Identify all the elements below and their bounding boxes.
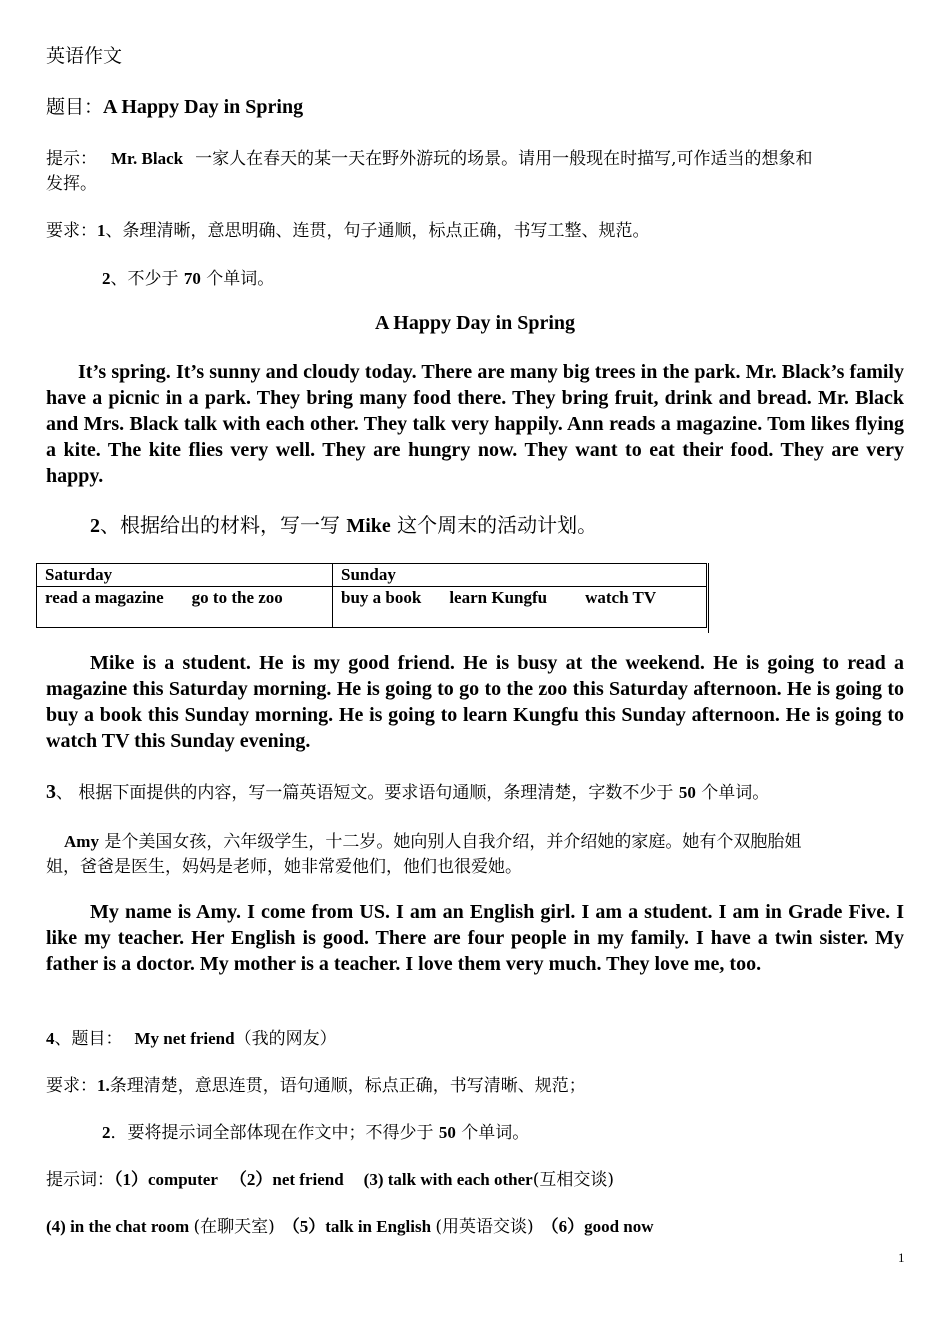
sunday-activity-2: learn Kungfu bbox=[449, 588, 548, 607]
essay3-info-line2: 姐，爸爸是医生，妈妈是老师，她非常爱他们，他们也很爱她。 bbox=[46, 857, 522, 877]
document-heading: 英语作文 bbox=[46, 45, 123, 67]
essay3-info-name: Amy bbox=[64, 832, 99, 851]
essay4-req2-text-a: ．要将提示词全部体现在作文中；不得少于 bbox=[110, 1123, 439, 1143]
essay2-prompt-a: 、根据给出的材料，写一写 bbox=[100, 513, 347, 537]
essay4-hint5-cn: (用英语交谈) bbox=[435, 1217, 534, 1237]
essay4-req2-line bbox=[102, 1122, 529, 1144]
essay1-essay-text: It’s spring. It’s sunny and cloudy today. There are many big trees in the park. Mr. Black’s family have a picnic in a park. They bring many food there. They bring fruit, drink and bread. Mr. Black and Mrs. Black talk with each other. They talk very happily. Ann reads a magazine. Tom likes flying a kite. The kite flies very well. They are hungry now. They want to eat their food. They are very happy. bbox=[46, 361, 904, 487]
essay1-hint-name: Mr. Black bbox=[111, 149, 184, 168]
essay4-hint6: （6）good now bbox=[541, 1217, 654, 1236]
essay4-req1-line bbox=[46, 1075, 586, 1097]
essay3-prompt-a: 、 根据下面提供的内容，写一篇英语短文。要求语句通顺，条理清楚，字数不少于 bbox=[56, 783, 679, 803]
essay4-hints-label: 提示词： bbox=[46, 1170, 114, 1190]
essay1-req1-num: 1 bbox=[97, 221, 106, 240]
essay1-title: A Happy Day in Spring bbox=[103, 96, 304, 118]
essay4-title: My net friend bbox=[134, 1029, 235, 1048]
essay2-prompt bbox=[90, 512, 597, 539]
essay1-req2-text-a: 、不少于 bbox=[110, 269, 184, 289]
essay4-req1-num: 1. bbox=[97, 1076, 110, 1095]
essay4-hint5: （5）talk in English bbox=[282, 1217, 436, 1236]
essay1-req2-count: 70 bbox=[183, 269, 201, 288]
table-header-row bbox=[37, 564, 707, 587]
essay2-num: 2 bbox=[90, 515, 100, 537]
table-cell-sunday bbox=[333, 587, 707, 628]
essay4-req1-text: 条理清楚，意思连贯，语句通顺，标点正确，书写清晰、规范； bbox=[109, 1076, 586, 1096]
essay3-num: 3 bbox=[46, 781, 56, 803]
saturday-activity-2: go to the zoo bbox=[191, 588, 283, 607]
essay2-prompt-name: Mike bbox=[346, 515, 391, 537]
essay1-req2-num: 2 bbox=[102, 269, 111, 288]
essay2-prompt-b: 这个周末的活动计划。 bbox=[390, 513, 598, 537]
essay4-hints-line2 bbox=[46, 1216, 654, 1238]
table-header-saturday: Saturday bbox=[37, 564, 333, 587]
table-header-sunday: Sunday bbox=[333, 564, 707, 587]
essay4-req-label: 要求： bbox=[46, 1076, 97, 1096]
weekend-plan-table bbox=[36, 563, 707, 628]
essay4-hint2: （2）net friend bbox=[229, 1170, 344, 1189]
page-number: 1 bbox=[898, 1250, 905, 1265]
essay1-req1-line bbox=[46, 220, 650, 242]
essay1-hint-line bbox=[46, 148, 813, 170]
essay4-hint3-cn: (互相交谈) bbox=[532, 1170, 614, 1190]
table-outer-border bbox=[708, 563, 709, 633]
essay1-hint-text: 一家人在春天的某一天在野外游玩的场景。请用一般现在时描写,可作适当的想象和 bbox=[195, 149, 813, 169]
table-row bbox=[37, 587, 707, 628]
essay4-num: 4 bbox=[46, 1029, 55, 1048]
essay4-title-cn: （我的网友） bbox=[234, 1029, 337, 1049]
essay3-prompt-b: 个单词。 bbox=[695, 783, 770, 803]
essay4-title-label: 、题目： bbox=[54, 1029, 123, 1049]
essay2-essay-text: Mike is a student. He is my good friend. He is busy at the weekend. He is going to read a magazine this Saturday morning. He is going to go to the zoo this Saturday afternoon. He is going to buy a book this Sunday morning. He is going to learn Kungfu this Sunday afternoon. He is going to watch TV this Sunday evening. bbox=[46, 652, 904, 752]
essay4-req2-num: 2 bbox=[102, 1123, 111, 1142]
essay1-title-line bbox=[46, 96, 303, 118]
essay1-req1-text: 、条理清晰，意思明确、连贯，句子通顺，标点正确，书写工整、规范。 bbox=[105, 221, 650, 241]
essay1-essay-title: A Happy Day in Spring bbox=[374, 312, 576, 334]
essay1-req2-text-b: 个单词。 bbox=[200, 269, 275, 289]
essay1-hint-line2: 发挥。 bbox=[46, 174, 97, 194]
essay4-title-line bbox=[46, 1028, 337, 1050]
essay3-info-text: 是个美国女孩，六年级学生，十二岁。她向别人自我介绍，并介绍她的家庭。她有个双胞胎姐 bbox=[98, 832, 802, 852]
table-cell-saturday bbox=[37, 587, 333, 628]
essay4-hint1: （1）computer bbox=[114, 1170, 218, 1189]
essay4-hint4-cn: (在聊天室) bbox=[193, 1217, 275, 1237]
essay4-hint3: (3) talk with each other bbox=[363, 1170, 533, 1189]
essay4-hints-line1 bbox=[46, 1169, 614, 1191]
essay3-info-line bbox=[64, 831, 801, 853]
saturday-activity-1: read a magazine bbox=[45, 588, 164, 607]
essay1-title-label: 题目： bbox=[46, 96, 104, 118]
sunday-activity-1: buy a book bbox=[341, 588, 422, 607]
essay3-essay-text: My name is Amy. I come from US. I am an English girl. I am a student. I am in Grade Five. I like my teacher. Her English is good. There are four people in my family. I have a twin sister. My father is a doctor. My mother is a teacher. I love them very much. They love me, too. bbox=[46, 901, 904, 975]
essay3-prompt bbox=[46, 781, 769, 804]
essay1-req-label: 要求： bbox=[46, 221, 97, 241]
essay4-req2-count: 50 bbox=[438, 1123, 456, 1142]
essay1-req2-line bbox=[102, 268, 274, 290]
essay4-hint4: (4) in the chat room bbox=[46, 1217, 194, 1236]
essay3-prompt-count: 50 bbox=[678, 783, 696, 802]
sunday-activity-3: watch TV bbox=[585, 588, 657, 607]
essay4-req2-text-b: 个单词。 bbox=[455, 1123, 530, 1143]
essay1-hint-label: 提示： bbox=[46, 149, 97, 169]
